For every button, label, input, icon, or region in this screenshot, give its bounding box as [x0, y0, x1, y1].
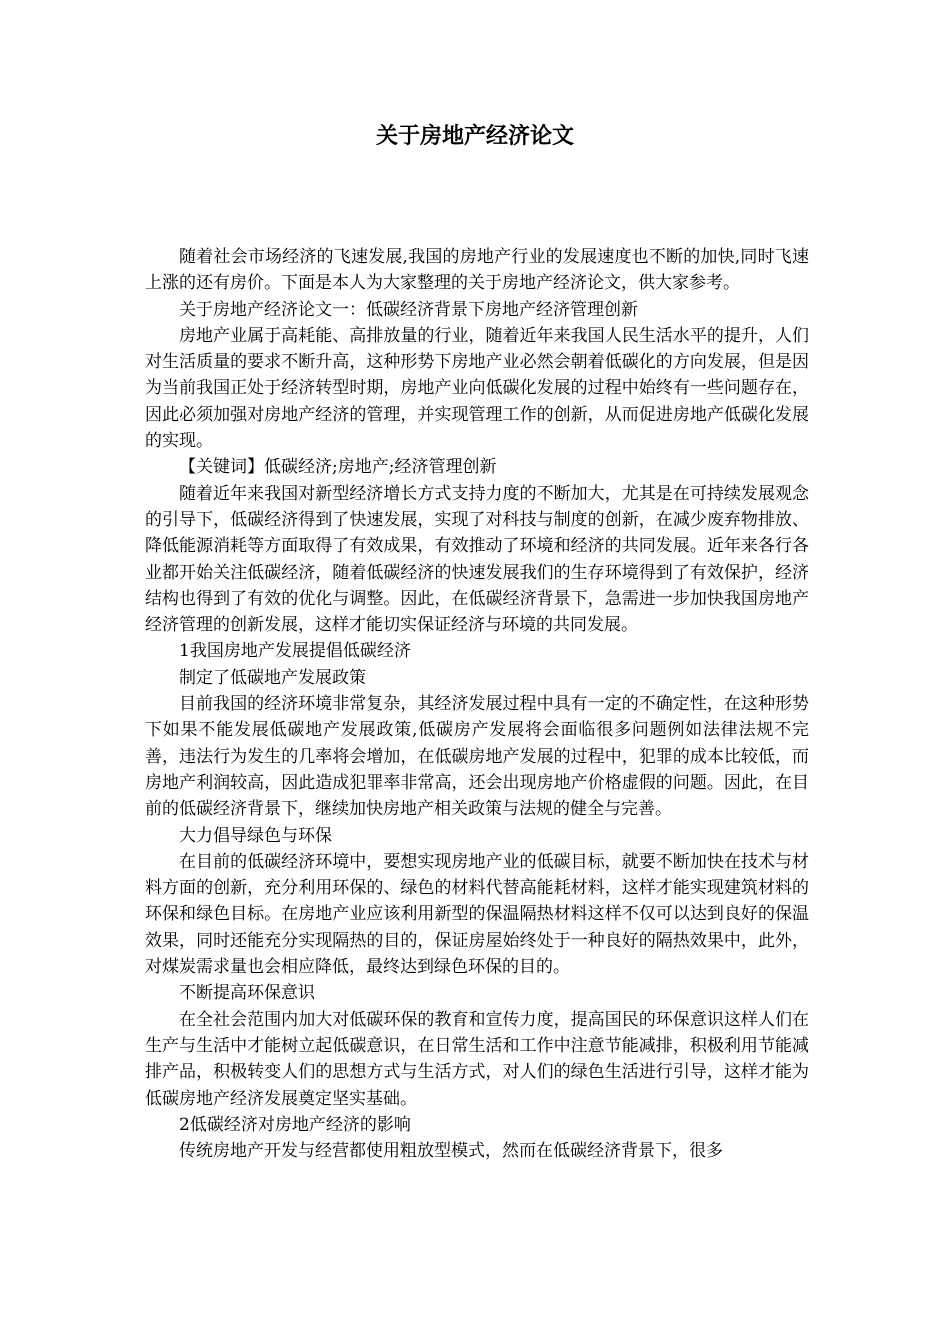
document-title: 关于房地产经济论文: [375, 124, 574, 149]
paragraph-green: 在目前的低碳经济环境中，要想实现房地产业的低碳目标，就要不断加快在技术与材料方面的创新，充分利用环保的、绿色的材料代替高能耗材料，这样才能实现建筑材料的环保和绿色目标。在房地产业应该利用新型的保温隔热材料这样不仅可以达到良好的保温效果，同时还能充分实现隔热的目的，保证房屋始终处于一种良好的隔热效果中，此外，对煤炭需求量也会相应降低，最终达到绿色环保的目的。: [145, 851, 809, 978]
paragraph-impact: 传统房地产开发与经营都使用粗放型模式，然而在低碳经济背景下，很多: [179, 1141, 723, 1162]
subheading-green: 大力倡导绿色与环保: [179, 825, 332, 846]
paragraph-article-heading: 关于房地产经济论文一：低碳经济背景下房地产经济管理创新: [179, 299, 638, 320]
section-heading-2: 2低碳经济对房地产经济的影响: [179, 1114, 411, 1135]
section-heading-1: 1我国房地产发展提倡低碳经济: [179, 641, 411, 662]
paragraph-introduction: 随着近年来我国对新型经济增长方式支持力度的不断加大，尤其是在可持续发展观念的引导下，低碳经济得到了快速发展，实现了对科技与制度的创新，在减少废弃物排放、降低能源消耗等方面取得了有效成果，有效推动了环境和经济的共同发展。近年来各行各业都开始关注低碳经济，随着低碳经济的快速发展我们的生存环境得到了有效保护，经济结构也得到了有效的优化与调整。因此，在低碳经济背景下，急需进一步加快我国房地产经济管理的创新发展，这样才能切实保证经济与环境的共同发展。: [145, 483, 809, 636]
subheading-policy: 制定了低碳地产发展政策: [179, 667, 366, 688]
paragraph-intro: 随着社会市场经济的飞速发展,我国的房地产行业的发展速度也不断的加快,同时飞速上涨的还有房价。下面是本人为大家整理的关于房地产经济论文，供大家参考。: [145, 247, 809, 294]
paragraph-abstract: 房地产业属于高耗能、高排放量的行业，随着近年来我国人民生活水平的提升，人们对生活质量的要求不断升高，这种形势下房地产业必然会朝着低碳化的方向发展，但是因为当前我国正处于经济转型时期，房地产业向低碳化发展的过程中始终有一些问题存在，因此必须加强对房地产经济的管理，并实现管理工作的创新，从而促进房地产低碳化发展的实现。: [145, 325, 809, 452]
document-body: [145, 244, 809, 1164]
paragraph-awareness: 在全社会范围内加大对低碳环保的教育和宣传力度，提高国民的环保意识这样人们在生产与生活中才能树立起低碳意识，在日常生活和工作中注意节能减排，积极利用节能减排产品，积极转变人们的思想方式与生活方式，对人们的绿色生活进行引导，这样才能为低碳房地产经济发展奠定坚实基础。: [145, 1009, 809, 1109]
subheading-awareness: 不断提高环保意识: [179, 983, 315, 1004]
paragraph-policy: 目前我国的经济环境非常复杂，其经济发展过程中具有一定的不确定性，在这种形势下如果不能发展低碳地产发展政策,低碳房产发展将会面临很多问题例如法律法规不完善，违法行为发生的几率将会增加，在低碳房地产发展的过程中，犯罪的成本比较低，而房地产利润较高，因此造成犯罪率非常高，还会出现房地产价格虚假的问题。因此，在目前的低碳经济背景下，继续加快房地产相关政策与法规的健全与完善。: [145, 694, 809, 820]
paragraph-keywords: 【关键词】低碳经济;房地产;经济管理创新: [179, 457, 497, 478]
